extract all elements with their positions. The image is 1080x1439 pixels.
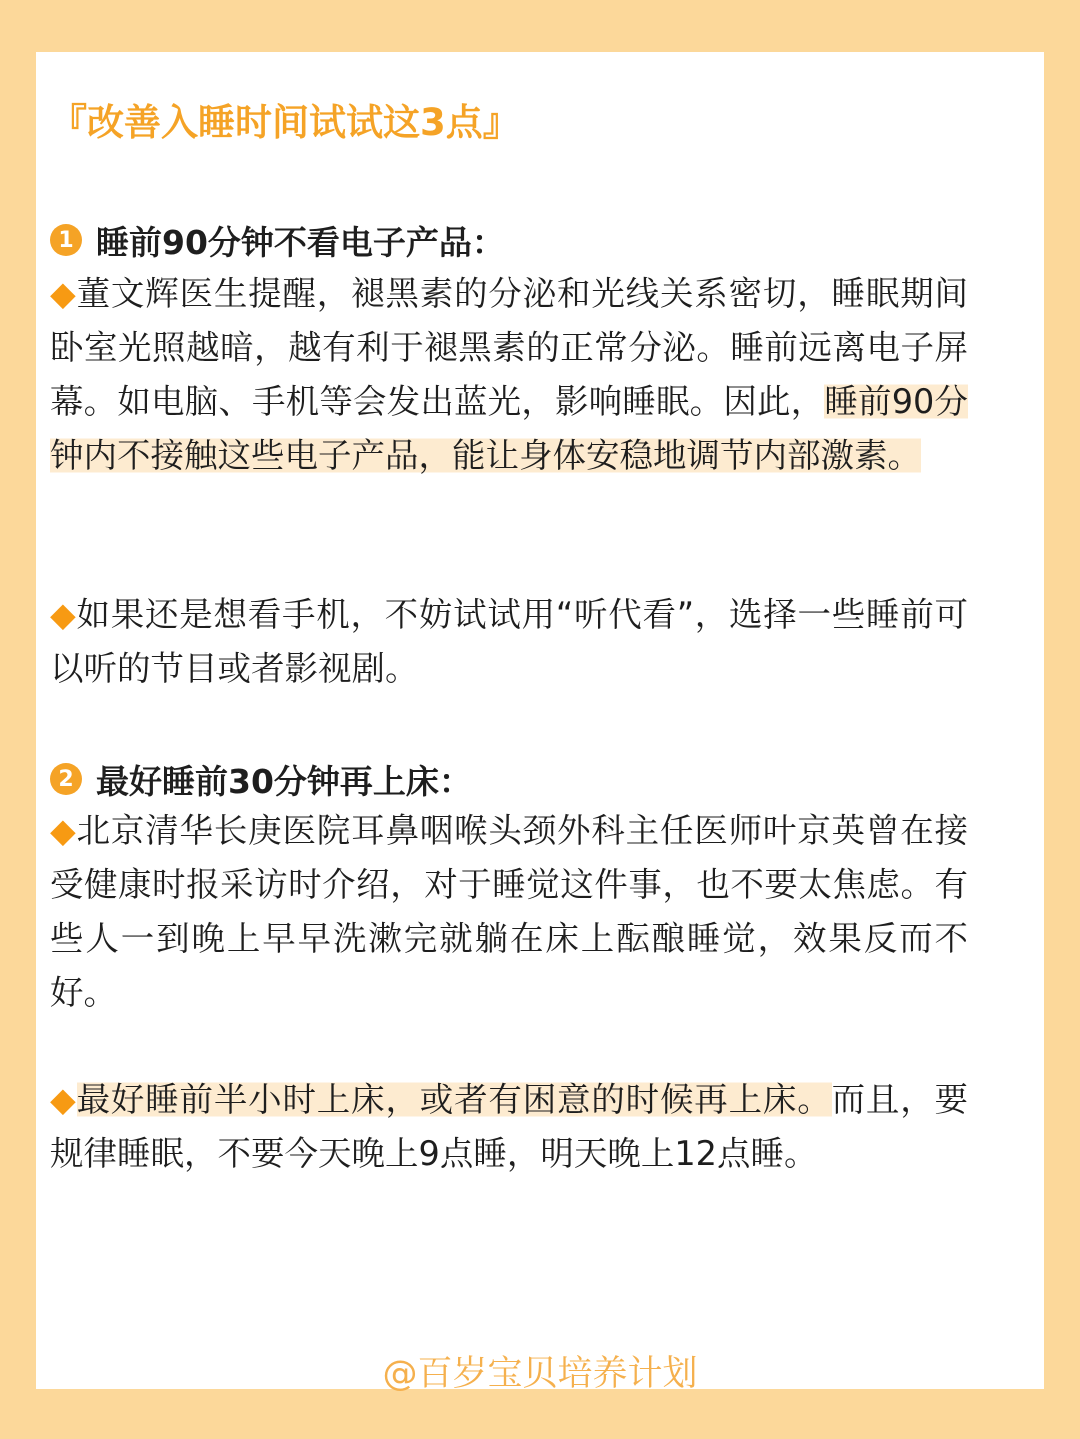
- diamond-bullet-icon: ◆: [50, 1080, 77, 1119]
- author-handle: @百岁宝贝培养计划: [382, 1354, 698, 1394]
- number-badge-2: 2: [50, 763, 82, 795]
- diamond-bullet-icon: ◆: [50, 811, 77, 850]
- section-1-paragraph-1: [50, 267, 968, 483]
- diamond-bullet-icon: ◆: [50, 274, 77, 313]
- paragraph-text: 而且，要规律睡眠，不要今天晚上9点睡，明天晚上12点睡。: [50, 1080, 969, 1173]
- paragraph-text: 如果还是想看手机，不妨试试用“听代看”，选择一些睡前可以听的节目或者影视剧。: [50, 595, 968, 688]
- section-2-paragraph-2: [50, 1073, 968, 1181]
- highlighted-text: 睡前90分钟内不接触这些电子产品，能让身体安稳地调节内部激素。: [50, 382, 968, 475]
- section-1-heading-text: 睡前90分钟不看电子产品：: [96, 222, 505, 262]
- paragraph-text: 北京清华长庚医院耳鼻咽喉头颈外科主任医师叶京英曾在接受健康时报采访时介绍，对于睡觉这件事，也不要太焦虑。有些人一到晚上早早洗漱完就躺在床上酝酿睡觉，效果反而不好。: [50, 811, 969, 1012]
- section-1-paragraph-2: [50, 588, 968, 696]
- section-1-heading: [50, 218, 505, 262]
- section-2-paragraph-1: [50, 804, 968, 1020]
- section-2-heading: [50, 757, 472, 801]
- section-2-heading-text: 最好睡前30分钟再上床：: [96, 761, 472, 801]
- paragraph-text: 董文辉医生提醒，褪黑素的分泌和光线关系密切，睡眠期间卧室光照越暗，越有利于褪黑素的正常分泌。睡前远离电子屏幕。如电脑、手机等会发出蓝光，影响睡眠。因此，: [50, 274, 969, 421]
- page-title: 『改善入睡时间试试这3点』: [50, 101, 520, 144]
- number-badge-1: 1: [50, 224, 82, 256]
- diamond-bullet-icon: ◆: [50, 595, 77, 634]
- highlighted-text: 最好睡前半小时上床，或者有困意的时候再上床。: [76, 1080, 832, 1119]
